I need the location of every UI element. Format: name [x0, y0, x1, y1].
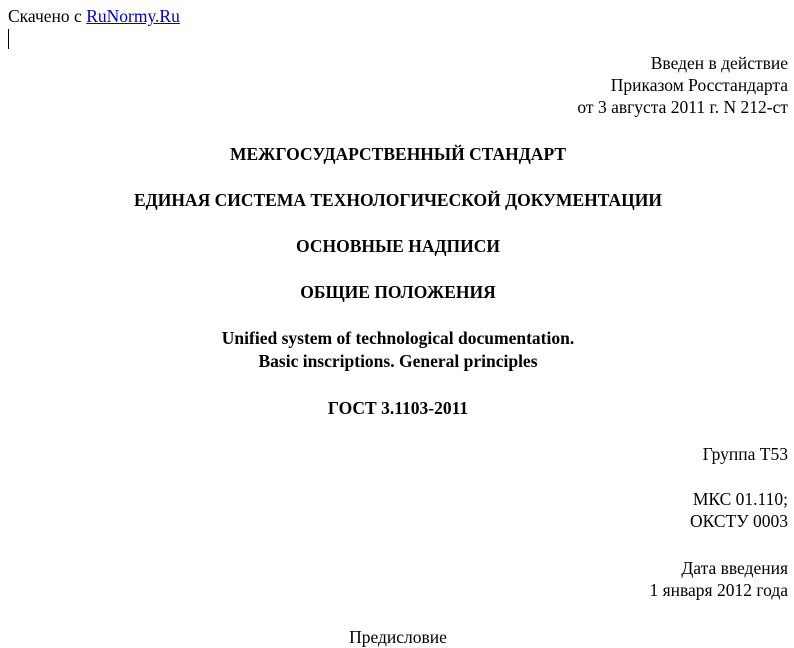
classification-block [690, 488, 788, 532]
preface-heading: Предисловие [349, 627, 447, 647]
system-heading: ЕДИНАЯ СИСТЕМА ТЕХНОЛОГИЧЕСКОЙ ДОКУМЕНТАЦИИ [134, 190, 662, 210]
enactment-line-2: Приказом Росстандарта [610, 75, 788, 95]
english-title-line-1: Unified system of technological documentation. [221, 328, 575, 348]
enactment-block [577, 52, 788, 118]
group-block [703, 443, 788, 465]
effective-date-label: Дата введения [681, 558, 788, 578]
effective-date-value: 1 января 2012 года [649, 580, 788, 600]
standard-designation: ГОСТ 3.1103-2011 [327, 398, 469, 418]
text-cursor [8, 29, 9, 49]
effective-date-block [649, 557, 788, 601]
enactment-line-3: от 3 августа 2011 г. N 212-ст [577, 97, 788, 117]
section-heading: ОБЩИЕ ПОЛОЖЕНИЯ [300, 282, 496, 302]
download-source-line [8, 5, 180, 27]
english-title-line-2: Basic inscriptions. General principles [258, 351, 538, 371]
okstu-code: ОКСТУ 0003 [689, 511, 788, 531]
source-site-link[interactable]: RuNormy.Ru [86, 6, 180, 26]
enactment-line-1: Введен в действие [650, 53, 788, 73]
mks-code: МКС 01.110; [692, 489, 788, 509]
standard-type-heading: МЕЖГОСУДАРСТВЕННЫЙ СТАНДАРТ [229, 144, 567, 164]
group-code: Группа Т53 [702, 444, 788, 464]
subject-heading: ОСНОВНЫЕ НАДПИСИ [296, 236, 500, 256]
download-prefix: Скачено с [8, 6, 82, 26]
